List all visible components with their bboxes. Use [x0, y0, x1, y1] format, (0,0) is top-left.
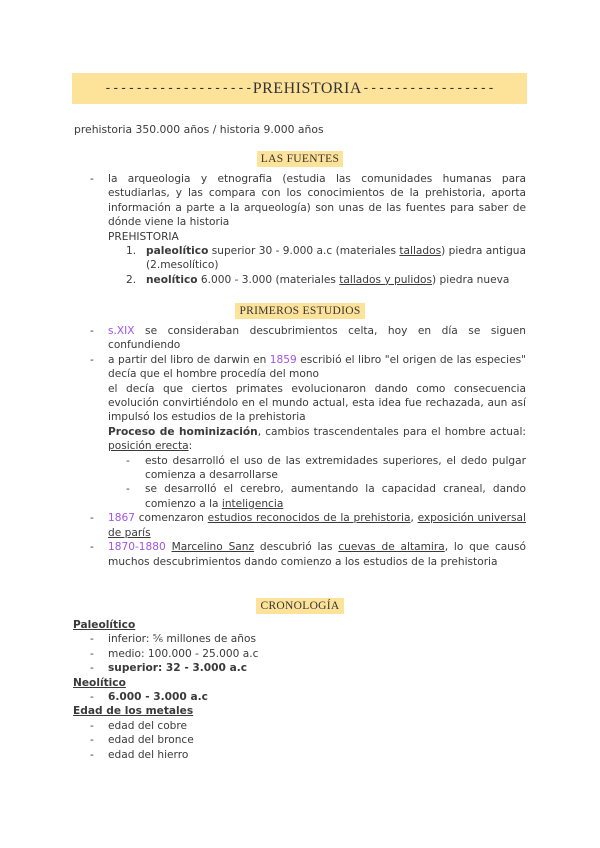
fuentes-text: la arqueologia y etnografia (estudia las comunidades humanas para estudiarlas, y las compara con los conocimientos de la prehistoria, aporta información a parte a la arqueología) son unas de las fuentes para saber de dónde viene la historia [108, 173, 526, 229]
title-banner [72, 73, 527, 104]
inteligencia: inteligencia [221, 497, 284, 510]
colon: : [188, 440, 193, 453]
sub-list-item [0, 482, 600, 511]
paleolitico-title: Paleolítico [73, 619, 136, 631]
item-text [108, 353, 526, 382]
item-number: 2. [126, 273, 137, 286]
item-text: superior: 32 - 3.000 a.c [108, 662, 248, 675]
bullet-dash: - [90, 325, 94, 337]
section-heading-cronologia [0, 598, 600, 614]
item-post: , lo que causó muchos descubrimientos dando comienzo a los estudios de la prehistoria [108, 541, 526, 568]
item-text [146, 244, 526, 273]
item-text: 6.000 - 3.000 a.c [108, 691, 208, 704]
item-text [108, 511, 526, 540]
bullet-dash: - [126, 483, 130, 496]
item-number: 1. [126, 245, 137, 258]
item-pre: a partir del libro de darwin en [108, 353, 270, 366]
list-item [0, 324, 600, 353]
item-name: paleolítico [146, 245, 209, 258]
bullet-dash: - [90, 353, 94, 366]
separator: , [410, 512, 418, 525]
item-text [108, 324, 526, 353]
bullet-dash: - [90, 173, 94, 185]
item-text [108, 540, 526, 569]
metales-title: Edad de los metales [73, 705, 194, 718]
bullet-dash: - [90, 691, 94, 704]
estudios-block [0, 324, 600, 569]
list-item [0, 647, 600, 661]
list-item [0, 273, 600, 287]
list-item [0, 353, 600, 382]
sub-list-item [0, 454, 600, 483]
hominizacion-text: , cambios trascendentales para el hombre actual: [257, 425, 526, 438]
hominizacion-term: Proceso de hominización [108, 425, 258, 438]
item-text: edad del cobre [108, 719, 188, 732]
item-pre: superior 30 - 9.000 a.c (materiales [208, 245, 400, 258]
item-post: escribió el libro "el origen de las especies" decía que el hombre procedía del mono [108, 353, 526, 381]
section-heading-fuentes [0, 151, 600, 167]
title-dashes-left: ------------------- [104, 81, 253, 96]
item-text: medio: 100.000 - 25.000 a.c [108, 647, 259, 660]
section-heading-estudios [0, 303, 600, 319]
cronologia-block [0, 618, 600, 762]
date-highlight: 1870-1880 [108, 541, 166, 554]
darwin-paragraph: el decía que ciertos primates evolucionaron dando como consecuencia evolución convirtiéndolo en el mundo actual, esta idea fue rechazada, aun así impulsó los estudios de la prehistoria [108, 382, 526, 424]
list-item [0, 733, 600, 747]
list-item [0, 661, 600, 675]
subtitle: prehistoria 350.000 años / historia 9.000 años [74, 123, 324, 136]
item-post: ) piedra antigua (2.mesolítico) [146, 245, 527, 272]
list-item [0, 719, 600, 733]
item-pre: descubrió las [254, 541, 339, 554]
bullet-dash: - [126, 454, 130, 467]
section-heading-text: PRIMEROS ESTUDIOS [235, 303, 364, 319]
prehistoria-label: PREHISTORIA [108, 230, 179, 243]
item-body: se consideraban descubrimientos celta, hoy en día se siguen confundiendo [108, 325, 526, 352]
item-pre: comenzaron [134, 512, 208, 525]
item-pre: 6.000 - 3.000 (materiales [197, 273, 340, 286]
list-item [0, 748, 600, 762]
list-item [0, 540, 600, 569]
list-item [0, 511, 600, 540]
neolitico-title: Neolítico [73, 676, 126, 689]
item-name: neolítico [146, 273, 198, 286]
exposicion-universal: exposición universal de parís [108, 512, 526, 539]
item-underlined: tallados y pulidos [339, 273, 433, 286]
bullet-dash: - [90, 647, 94, 660]
item-underlined: tallados [399, 245, 442, 258]
posicion-erecta: posición erecta [108, 440, 189, 453]
item-text: edad del hierro [108, 748, 189, 761]
sub-item-pre: se desarrolló el cerebro, aumentando la capacidad craneal, dando comienzo a la [145, 483, 526, 510]
bullet-dash: - [90, 734, 94, 747]
cuevas-altamira: cuevas de altamira [338, 541, 445, 554]
title-dashes-right: ----------------- [361, 81, 495, 96]
marcelino-sanz: Marcelino Sanz [171, 541, 255, 554]
list-item [0, 244, 600, 273]
page-title: PREHISTORIA [252, 79, 362, 97]
sub-item-text [145, 482, 526, 511]
list-item [0, 172, 600, 230]
bullet-dash: - [90, 633, 94, 646]
bullet-dash: - [90, 662, 94, 675]
date-highlight: 1867 [108, 512, 135, 525]
item-text: inferior: ⅚ millones de años [108, 633, 256, 646]
section-heading-text: CRONOLOGÍA [256, 598, 343, 614]
section-heading-text: LAS FUENTES [257, 151, 343, 167]
item-text [146, 273, 526, 287]
bullet-dash: - [90, 541, 94, 554]
item-text: edad del bronce [108, 734, 194, 747]
hominizacion-paragraph [108, 425, 526, 454]
fuentes-block [0, 172, 600, 287]
bullet-dash: - [90, 512, 94, 525]
date-highlight: 1859 [269, 353, 297, 366]
estudios-reconocidos: estudios reconocidos de la prehistoria [207, 512, 411, 525]
bullet-dash: - [90, 748, 94, 761]
list-item [0, 632, 600, 646]
list-item [0, 690, 600, 704]
date-highlight: s.XIX [108, 325, 135, 337]
sub-item-text: esto desarrolló el uso de las extremidades superiores, el dedo pulgar comienza a desarrollarse [145, 454, 526, 482]
bullet-dash: - [90, 719, 94, 732]
item-post: ) piedra nueva [432, 273, 510, 286]
